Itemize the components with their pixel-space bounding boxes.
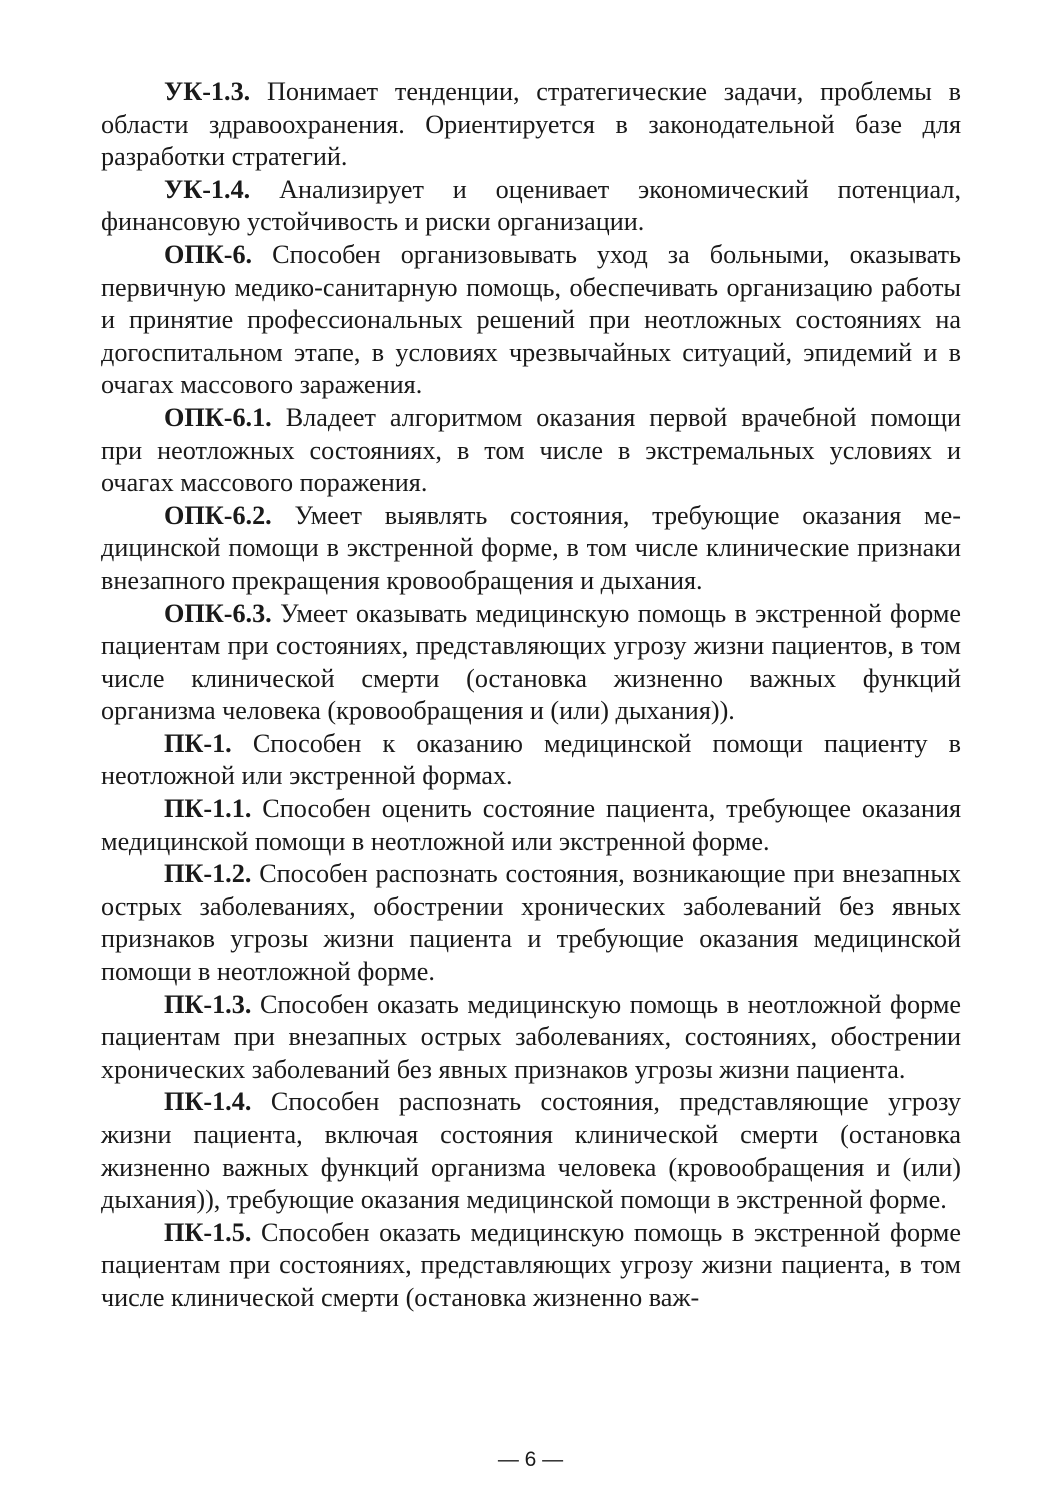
competency-text: Способен оказать медицинскую помощь в экстренной форме пациентам при состояниях, представляющих угрозу жизни пациента, в том числе клинической смерти (остановка жизненно важ- xyxy=(101,1217,961,1312)
competency-paragraph-pk-1-2 xyxy=(101,858,961,988)
competency-code: ПК-1. xyxy=(164,728,232,758)
competency-paragraph-uk-1-4 xyxy=(101,174,961,239)
competency-code: ОПК-6.3. xyxy=(164,598,272,628)
competency-text: Способен организовывать уход за больными, оказывать первичную медико-санитарную помощь, обеспечивать организацию работы и принятие профессиональных решений при неотложных состояниях на догоспитальном этапе, в условиях чрезвычайных ситуаций, эпидемий и в очагах массового заражения. xyxy=(101,239,961,400)
competency-paragraph-opk-6-2 xyxy=(101,500,961,598)
competency-code: УК-1.3. xyxy=(164,77,251,106)
competency-code: ОПК-6.2. xyxy=(164,500,272,530)
competency-paragraph-opk-6-3 xyxy=(101,598,961,728)
competency-paragraph-opk-6-1 xyxy=(101,402,961,500)
competency-text: Способен оценить состояние пациента, требующее оказания медицинской помощи в неотложной или экстренной форме. xyxy=(101,794,961,856)
competency-paragraph-pk-1-4 xyxy=(101,1086,961,1216)
competency-text: Умеет выявлять состояния, требующие оказания медицинской помощи в экстренной форме, в том числе клинические признаки внезапного прекращения кровообращения и дыхания. xyxy=(101,500,961,595)
competency-text: Владеет алгоритмом оказания первой врачебной помощи при неотложных состояниях, в том числе в экстремальных условиях и очагах массового поражения. xyxy=(101,402,962,498)
competency-paragraph-pk-1-5 xyxy=(101,1217,961,1315)
competency-text: Анализирует и оценивает экономический потенциал, финансовую устойчивость и риски организации. xyxy=(101,174,962,237)
competency-code: ПК-1.1. xyxy=(164,794,252,824)
competency-code: ПК-1.2. xyxy=(164,859,252,889)
competency-text: Способен оказать медицинскую помощь в неотложной форме пациентам при внезапных острых заболеваниях, состояниях, обострении хронических заболеваний без явных признаков угрозы жизни пациента. xyxy=(101,989,962,1084)
competency-code: УК-1.4. xyxy=(164,174,251,204)
competency-text: Умеет оказывать медицинскую помощь в экстренной форме пациентам при состояниях, представляющих угрозу жизни пациентов, в том числе клинической смерти (остановка жизненно важных функций организма человека (кровообращения и (или) дыхания)). xyxy=(101,598,962,726)
competency-code: ПК-1.3. xyxy=(164,989,252,1019)
competency-code: ОПК-6. xyxy=(164,239,253,269)
competency-code: ОПК-6.1. xyxy=(164,402,272,432)
competency-paragraph-uk-1-3 xyxy=(101,76,961,174)
competency-text: Способен распознать состояния, возникающие при внезапных острых заболеваниях, обострении хронических заболеваний без явных признаков угрозы жизни пациента и требующие оказания медицинской помощи в неотложной форме. xyxy=(101,859,962,987)
competency-text: Понимает тенденции, стратегические задачи, проблемы в области здравоохранения. Ориентируется в законодательной базе для разработки стратегий. xyxy=(101,77,962,172)
competency-paragraph-pk-1-3 xyxy=(101,989,961,1087)
document-page xyxy=(101,76,961,1315)
competency-code: ПК-1.5. xyxy=(164,1217,252,1247)
competency-paragraph-pk-1-1 xyxy=(101,793,961,858)
page-number: — 6 — xyxy=(497,1448,564,1471)
competency-code: ПК-1.4. xyxy=(164,1087,252,1117)
competency-paragraph-opk-6 xyxy=(101,239,961,402)
competency-paragraph-pk-1 xyxy=(101,728,961,793)
competency-text: Способен распознать состояния, представляющие угрозу жизни пациента, включая состояния клинической смерти (остановка жизненно важных функций организма человека (кровообращения и (или) дыхания)), требующие оказания медицинской помощи в экстренной форме. xyxy=(101,1087,962,1215)
competency-text: Способен к оказанию медицинской помощи пациенту в неотложной или экстренной формах. xyxy=(101,728,962,791)
